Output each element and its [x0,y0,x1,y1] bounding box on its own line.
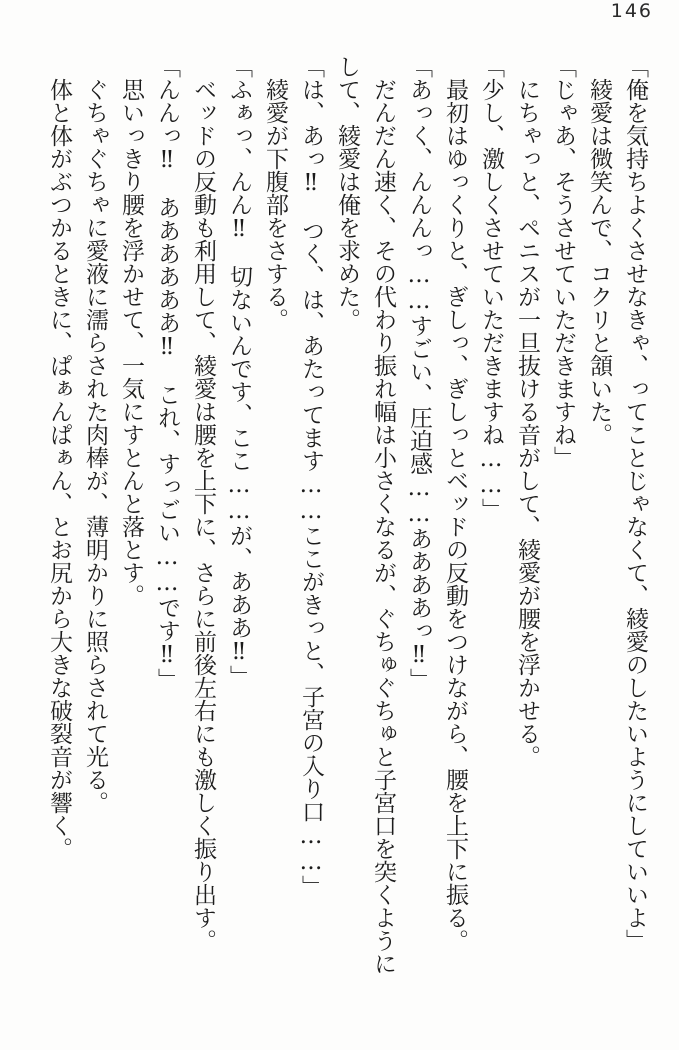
page-number: 146 [610,0,653,22]
paragraph-narration: 綾愛は微笑んで、コクリと頷いた。 [586,78,612,446]
paragraph-narration: ベッドの反動も利用して、綾愛は腰を上下に、さらに前後左右にも激しく振り出す。 [190,78,216,952]
paragraph-narration: 思いっきり腰を浮かせて、一気にすとんと落とす。 [118,78,144,607]
paragraph-narration: にちゃっと、ペニスが一旦抜ける音がして、綾愛が腰を浮かせる。 [514,78,540,768]
paragraph-dialogue: 「じゃあ、そうさせていただきますね」 [550,55,576,469]
paragraph-narration: ぐちゃぐちゃに愛液に濡らされた肉棒が、薄明かりに照らされて光る。 [82,78,108,814]
paragraph-dialogue: 「は、あっ‼ つく、は、あたってます……ここがきっと、子宮の入り口……」 [298,55,324,898]
paragraph-narration: 最初はゆっくりと、ぎしっ、ぎしっとベッドの反動をつけながら、腰を上下に振る。 [442,78,468,952]
paragraph-dialogue: 「あっく、んんんっ……すごい、圧迫感……ああああっ‼」 [406,55,432,691]
paragraph-dialogue: 「俺を気持ちよくさせなきゃ、ってことじゃなくて、綾愛のしたいようにしていいよ」 [622,55,648,952]
paragraph-narration: 体と体がぶつかるときに、ぱぁんぱぁん、とお尻から大きな破裂音が響く。 [46,78,72,860]
paragraph-dialogue: 「ふぁっ、んん‼ 切ないんです、ここ……が、あああ‼」 [226,55,252,688]
paragraph-dialogue: 「少し、激しくさせていただきますね……」 [478,55,504,521]
paragraph-narration: だんだん速く、その代わり振れ幅は小さくなるが、ぐちゅぐちゅと子宮口を突くようにして、綾愛は俺を求めた。 [334,55,396,975]
paragraph-dialogue: 「んんっ‼ ああああああ‼ これ、すっごい……です‼」 [154,55,180,691]
text-block [28,55,653,987]
paragraph-narration: 綾愛が下腹部をさする。 [262,78,288,331]
